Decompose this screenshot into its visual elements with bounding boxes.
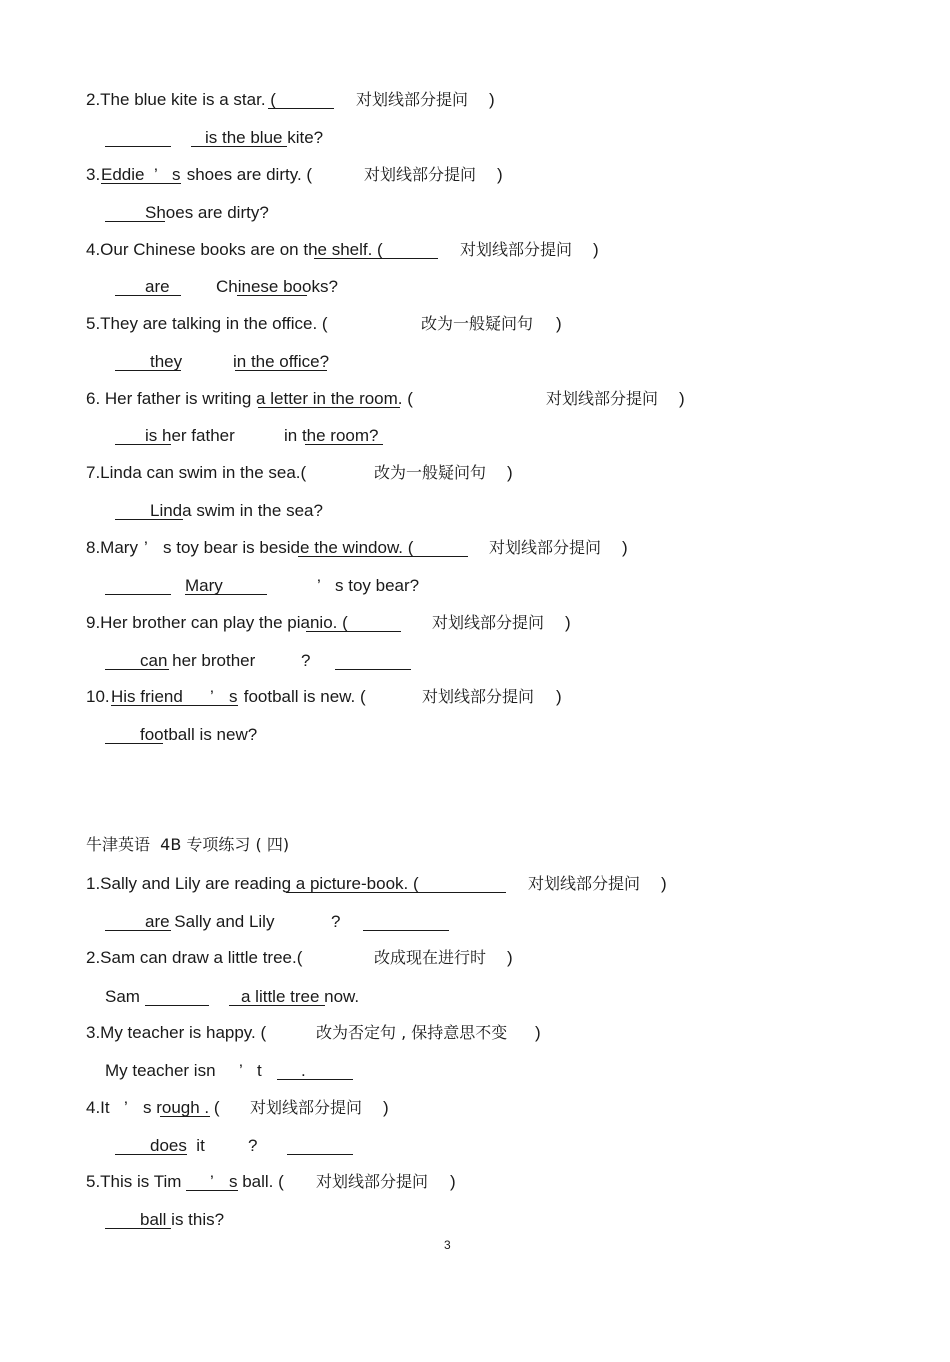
answer-text: ? [301, 651, 311, 670]
close-paren: ) [535, 1023, 541, 1042]
answer-text: ? [331, 912, 341, 931]
question-text: 5.This is Tim [86, 1172, 182, 1191]
question-text: 3.My teacher is happy. ( [86, 1023, 267, 1042]
answer-9 [105, 649, 311, 673]
question-4b-1 [86, 872, 667, 896]
underline [185, 594, 267, 595]
question-5 [86, 312, 562, 336]
answer-text: can her brother [140, 651, 256, 670]
page-number: 3 [444, 1238, 451, 1252]
close-paren: ) [593, 240, 599, 259]
close-paren: ) [383, 1098, 389, 1117]
question-text: 1.Sally and Lily are reading a picture-book. ( [86, 874, 419, 893]
underline [111, 705, 238, 706]
apostrophe: ’ [210, 687, 214, 706]
answer-text: Sam [105, 987, 140, 1006]
question-text: 2.The blue kite is a star. ( [86, 90, 276, 109]
question-text: s rough . ( [143, 1098, 220, 1117]
answer-text: are Sally and Lily [145, 912, 275, 931]
instruction: 改为一般疑问句 [374, 463, 487, 482]
question-text: 6. Her father is writing a letter in the room. ( [86, 389, 413, 408]
question-text: football is new. ( [239, 687, 366, 706]
answer-word: are [145, 277, 170, 296]
answer-2 [105, 126, 324, 150]
period: . [301, 1061, 306, 1080]
answer-text: t [257, 1061, 262, 1080]
apostrophe: ’ [124, 1098, 128, 1117]
instruction: 对划线部分提问 [460, 240, 573, 259]
underlined-word: s [172, 165, 181, 184]
underline [268, 108, 334, 109]
instruction: 对划线部分提问 [546, 389, 659, 408]
question-text: 2.Sam can draw a little tree.( [86, 948, 303, 967]
answer-blank[interactable] [105, 146, 171, 147]
answer-text: in the office? [233, 352, 330, 371]
question-text: 4.Our Chinese books are on the shelf. ( [86, 240, 383, 259]
answer-text: is the blue kite? [205, 128, 324, 147]
underline [235, 370, 327, 371]
answer-text: Shoes are dirty? [145, 203, 269, 222]
close-paren: ) [556, 687, 562, 706]
answer-6 [105, 424, 379, 448]
underlined-word: His friend [111, 687, 183, 706]
answer-text: football is new? [140, 725, 258, 744]
answer-blank[interactable] [363, 930, 449, 931]
answer-blank[interactable] [335, 669, 411, 670]
answer-text: is her father [145, 426, 235, 445]
answer-4b-5 [105, 1208, 225, 1232]
instruction: 对划线部分提问 [489, 538, 602, 557]
instruction: 改成现在进行时 [374, 948, 487, 967]
question-4 [86, 238, 599, 262]
answer-7 [105, 499, 323, 523]
close-paren: ) [507, 948, 513, 967]
underlined-word: s [229, 687, 238, 706]
answer-blank[interactable] [287, 1154, 353, 1155]
question-text: 5.They are talking in the office. ( [86, 314, 328, 333]
question-text: s ball. ( [229, 1172, 284, 1191]
question-4b-3 [86, 1021, 541, 1045]
question-text: 9.Her brother can play the pianio. ( [86, 613, 348, 632]
instruction: 对划线部分提问 [250, 1098, 363, 1117]
apostrophe: ’ [154, 165, 158, 184]
underline [286, 892, 506, 893]
close-paren: ) [489, 90, 495, 109]
answer-text: s toy bear? [335, 576, 420, 595]
answer-text: Linda swim in the sea? [150, 501, 323, 520]
section-heading: 牛津英语 4B 专项练习 ( 四) [86, 835, 290, 854]
underlined-word: Eddie [101, 165, 145, 184]
instruction: 对划线部分提问 [364, 165, 477, 184]
answer-text: does it [150, 1136, 205, 1155]
close-paren: ) [622, 538, 628, 557]
apostrophe: ’ [317, 576, 321, 595]
answer-8 [105, 574, 420, 598]
close-paren: ) [497, 165, 503, 184]
close-paren: ) [565, 613, 571, 632]
question-number: 3. [86, 165, 101, 184]
underline [160, 1116, 210, 1117]
instruction: 对划线部分提问 [316, 1172, 429, 1191]
question-number: 10. [86, 687, 110, 706]
underline [237, 295, 307, 296]
answer-text: Chinese books? [216, 277, 338, 296]
answer-text: a little tree now. [241, 987, 360, 1006]
question-4b-4 [86, 1096, 389, 1120]
answer-5 [105, 350, 330, 374]
close-paren: ) [507, 463, 513, 482]
question-text: 8.Mary [86, 538, 138, 557]
underline [258, 407, 400, 408]
question-2 [86, 88, 495, 112]
question-4b-2 [86, 946, 513, 970]
instruction: 对划线部分提问 [432, 613, 545, 632]
answer-text: ? [248, 1136, 258, 1155]
instruction: 对划线部分提问 [356, 90, 469, 109]
answer-blank[interactable] [145, 1005, 209, 1006]
apostrophe: ’ [239, 1061, 243, 1080]
answer-text: in the room? [284, 426, 379, 445]
close-paren: ) [679, 389, 685, 408]
answer-word: Mary [185, 576, 223, 595]
answer-4b-3 [105, 1059, 306, 1083]
close-paren: ) [661, 874, 667, 893]
answer-4b-1 [105, 910, 341, 934]
question-text: s toy bear is beside the window. ( [163, 538, 414, 557]
apostrophe: ’ [144, 538, 148, 557]
question-4b-5 [86, 1170, 456, 1194]
answer-4b-2 [105, 985, 360, 1009]
question-7 [86, 461, 513, 485]
question-text: 4.It [86, 1098, 110, 1117]
question-8 [86, 536, 628, 560]
answer-10 [105, 723, 258, 747]
question-9 [86, 611, 571, 635]
close-paren: ) [556, 314, 562, 333]
question-text: shoes are dirty. ( [182, 165, 313, 184]
instruction: 对划线部分提问 [528, 874, 641, 893]
underline [314, 258, 438, 259]
question-text: 7.Linda can swim in the sea.( [86, 463, 307, 482]
instruction: 改为否定句 , 保持意思不变 [316, 1023, 508, 1042]
answer-blank[interactable] [105, 594, 171, 595]
answer-text: My teacher isn [105, 1061, 216, 1080]
answer-3 [105, 201, 269, 225]
answer-blank[interactable] [277, 1079, 353, 1080]
underline [305, 444, 383, 445]
underline [306, 631, 401, 632]
instruction: 改为一般疑问句 [421, 314, 534, 333]
instruction: 对划线部分提问 [422, 687, 535, 706]
answer-4b-4 [105, 1134, 258, 1158]
answer-4 [105, 275, 338, 299]
close-paren: ) [450, 1172, 456, 1191]
answer-word: they [150, 352, 183, 371]
underline [298, 556, 468, 557]
apostrophe: ’ [210, 1172, 214, 1191]
question-10 [86, 685, 562, 709]
question-6 [86, 387, 685, 411]
underline [101, 183, 181, 184]
answer-text: ball is this? [140, 1210, 225, 1229]
question-3 [86, 163, 503, 187]
